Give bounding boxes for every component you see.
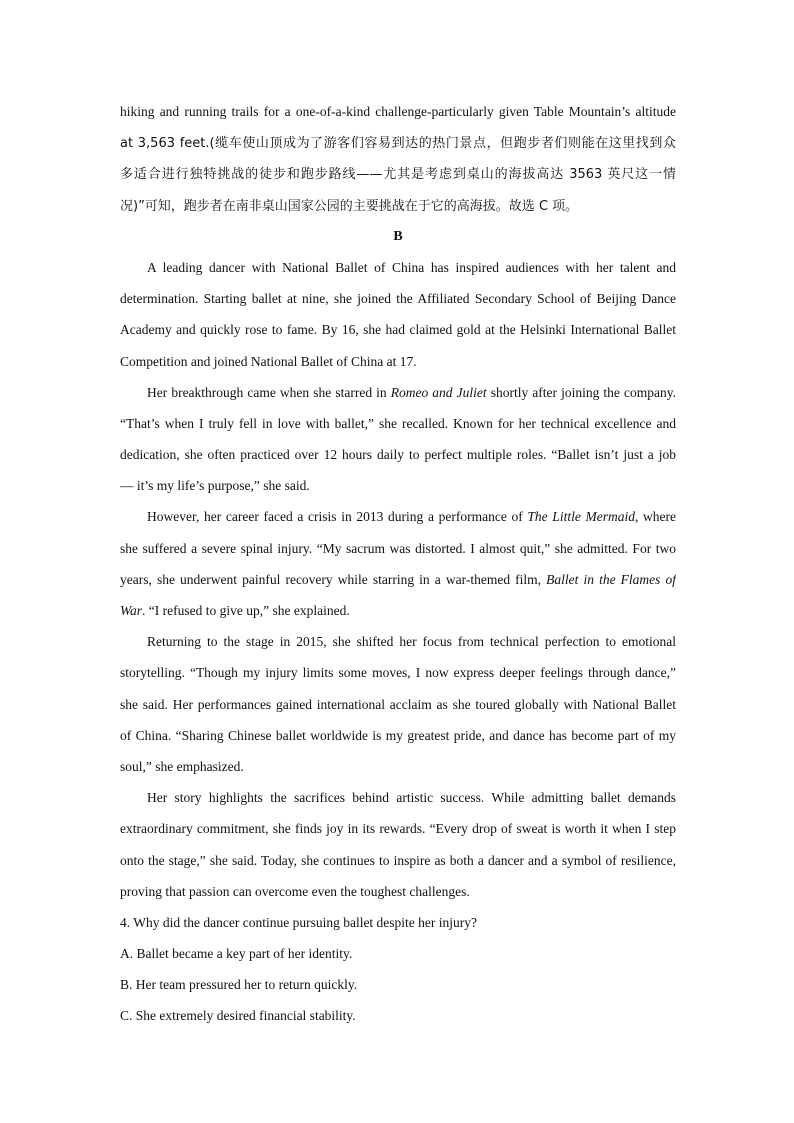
paragraph-line: Her breakthrough came when she starred in Romeo and Juliet shortly after joining the company. (147, 384, 676, 400)
paragraph-line: Returning to the stage in 2015, she shifted her focus from technical perfection to emotional (147, 634, 676, 650)
explanation-line-4: 况)”可知，跑步者在南非桌山国家公园的主要挑战在于它的高海拔。故选 C 项。 (120, 198, 579, 214)
question-4 (120, 907, 676, 1032)
paragraph-line: Competition and joined National Ballet of China at 17. (120, 353, 417, 369)
paragraph-line: she said. Her performances gained international acclaim as she toured globally with National Ballet (120, 696, 676, 712)
title-little-mermaid: The Little Mermaid (527, 509, 635, 525)
passage-paragraph-5 (120, 782, 676, 907)
title-romeo-and-juliet: Romeo and Juliet (390, 384, 487, 400)
question-option-c: C. She extremely desired financial stability. (120, 1008, 356, 1024)
paragraph-line: However, her career faced a crisis in 2013 during a performance of The Little Mermaid, where (147, 509, 676, 525)
paragraph-line: Academy and quickly rose to fame. By 16, she had claimed gold at the Helsinki International Ballet (120, 322, 676, 338)
passage-paragraph-3 (120, 501, 676, 626)
paragraph-line: years, she underwent painful recovery while starring in a war-themed film, Ballet in the Flames of (120, 571, 676, 587)
paragraph-line: dedication, she often practiced over 12 hours daily to perfect multiple roles. “Ballet isn’t just a job (120, 447, 676, 463)
section-heading: B (393, 228, 403, 244)
passage-paragraph-2 (120, 377, 676, 502)
paragraph-line: she suffered a severe spinal injury. “My sacrum was distorted. I almost quit,” she admitted. For two (120, 540, 676, 556)
paragraph-line: — it’s my life’s purpose,” she said. (120, 478, 310, 494)
paragraph-line: storytelling. “Though my injury limits some moves, I now express deeper feelings through dance,” (120, 665, 676, 681)
paragraph-line: determination. Starting ballet at nine, she joined the Affiliated Secondary School of Beijing Dance (120, 291, 676, 307)
document-page (120, 96, 676, 1032)
paragraph-line: extraordinary commitment, she finds joy in its rewards. “Every drop of sweat is worth it when I step (120, 821, 676, 837)
explanation-line-1: hiking and running trails for a one-of-a-kind challenge-particularly given Table Mountain’s altitude (120, 104, 676, 119)
explanation-line-3: 多适合进行独特挑战的徒步和跑步路线——尤其是考虑到桌山的海拔高达 3563 英尺这一情 (120, 167, 676, 183)
previous-answer-explanation (120, 96, 676, 221)
paragraph-line: “That’s when I truly fell in love with ballet,” she recalled. Known for her technical excellence and (120, 415, 676, 431)
paragraph-line: War. “I refused to give up,” she explained. (120, 603, 350, 618)
question-option-b: B. Her team pressured her to return quickly. (120, 977, 358, 993)
paragraph-line: Her story highlights the sacrifices behind artistic success. While admitting ballet demands (147, 790, 676, 806)
paragraph-line: onto the stage,” she said. Today, she continues to inspire as both a dancer and a symbol of resilience, (120, 852, 676, 868)
passage-paragraph-1 (120, 252, 676, 377)
question-option-a: A. Ballet became a key part of her identity. (120, 946, 353, 962)
passage-paragraph-4 (120, 626, 676, 782)
paragraph-line: A leading dancer with National Ballet of China has inspired audiences with her talent and (147, 259, 676, 275)
question-stem: 4. Why did the dancer continue pursuing ballet despite her injury? (120, 914, 478, 930)
explanation-line-2: at 3,563 feet.(缆车使山顶成为了游客们容易到达的热门景点，但跑步者们则能在这里找到众 (120, 136, 676, 152)
title-ballet-in-flames-part-1: Ballet in the Flames of (546, 571, 676, 587)
paragraph-line: soul,” she emphasized. (120, 758, 244, 774)
paragraph-line: of China. “Sharing Chinese ballet worldwide is my greatest pride, and dance has become part of my (120, 727, 676, 743)
title-ballet-in-flames-part-2: War (120, 603, 143, 618)
paragraph-line: proving that passion can overcome even the toughest challenges. (120, 883, 470, 899)
